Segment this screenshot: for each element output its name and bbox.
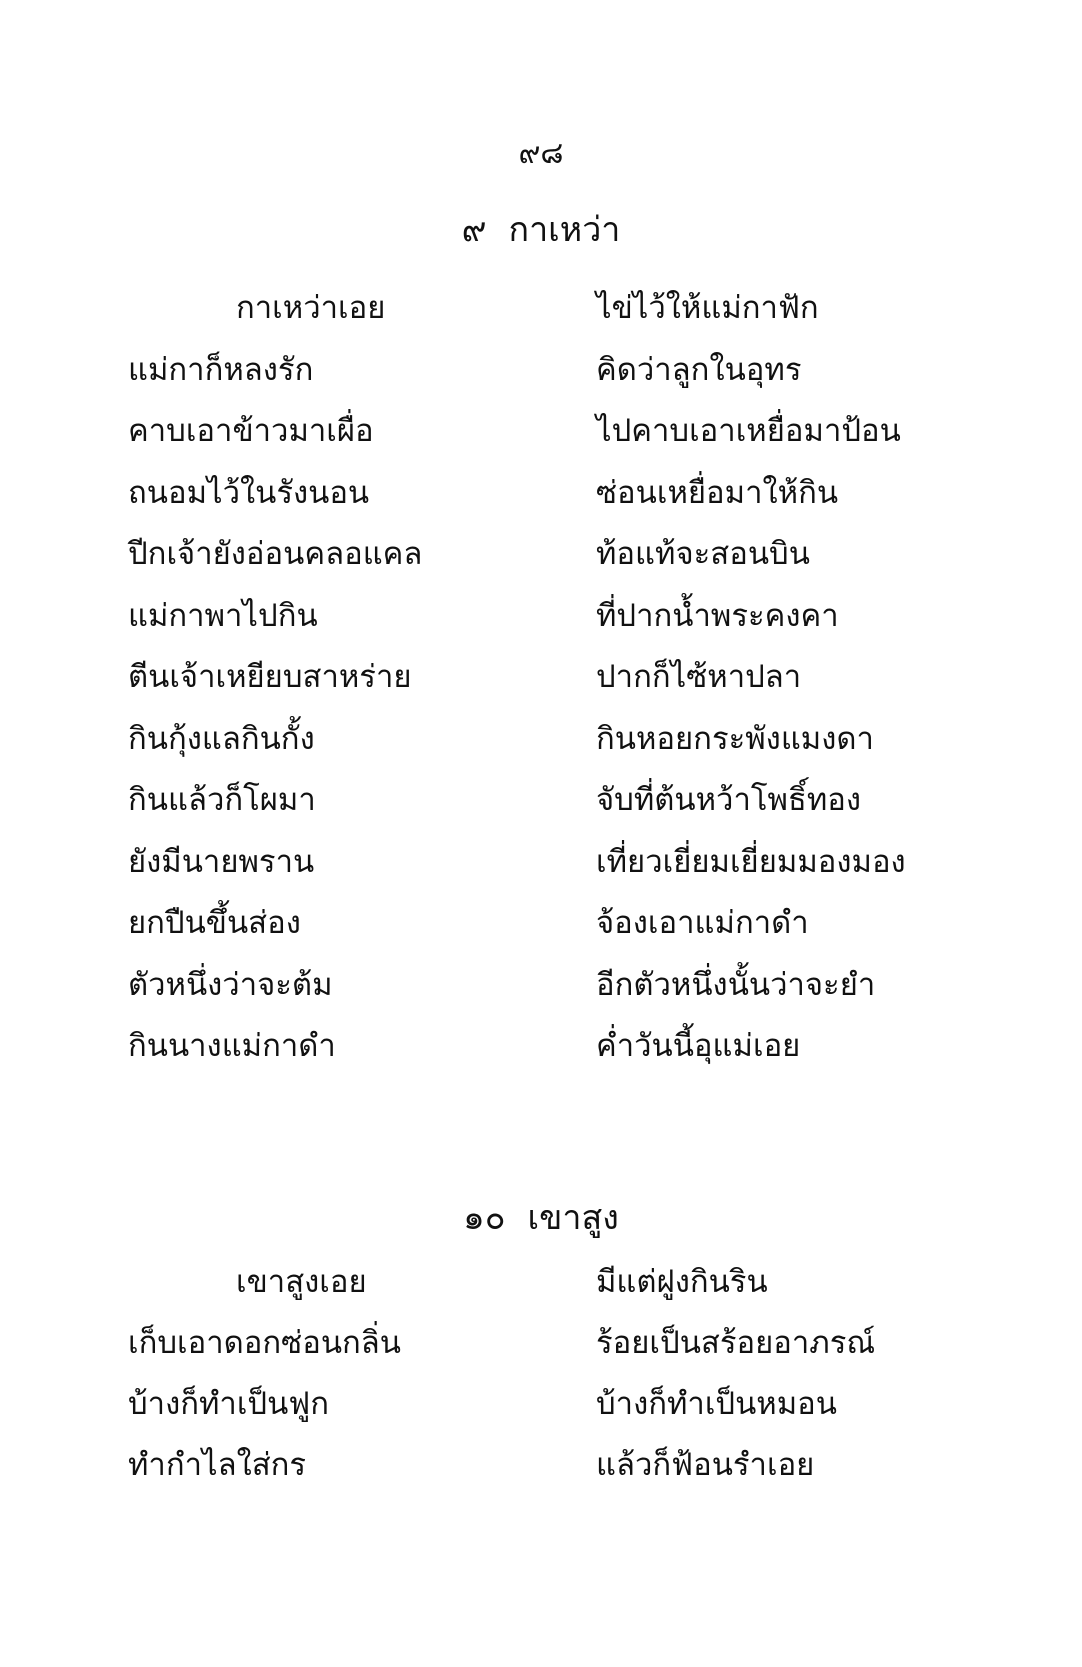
verse-left: บ้างก็ทำเป็นฟูก: [128, 1386, 330, 1422]
verse-line: [0, 473, 1082, 535]
verse-left: ปีกเจ้ายังอ่อนคลอแคล: [128, 536, 423, 572]
verse-line: [0, 350, 1082, 412]
verse-left: ตัวหนึ่งว่าจะต้ม: [128, 966, 333, 1003]
verse-right: ซ่อนเหยื่อมาให้กิน: [596, 474, 839, 511]
verse-right: เที่ยวเยี่ยมเยี่ยมมองมอง: [596, 843, 906, 880]
verse-right: จ้องเอาแม่กาดำ: [596, 905, 809, 941]
verse-left: ถนอมไว้ในรังนอน: [128, 474, 370, 511]
verse-left: คาบเอาข้าวมาเผื่อ: [128, 413, 374, 449]
page-number: ๙๘: [518, 136, 564, 171]
verse-right: ค่ำวันนี้อุแม่เอย: [596, 1028, 801, 1064]
verse-right: ไปคาบเอาเหยื่อมาป้อน: [596, 413, 901, 449]
verse-line: [0, 1445, 1082, 1506]
verse-left: กินกุ้งแลกินกั้ง: [128, 720, 315, 757]
verse-left: ยังมีนายพราน: [128, 843, 315, 880]
verse-line: [0, 719, 1082, 781]
verse-left: แม่กาก็หลงรัก: [128, 351, 314, 388]
section-title: [0, 1196, 1082, 1240]
verse-line: [0, 842, 1082, 904]
verse-left: ทำกำไลใส่กร: [128, 1447, 307, 1483]
verse-left: ตีนเจ้าเหยียบสาหร่าย: [128, 659, 412, 695]
verse-right: บ้างก็ทำเป็นหมอน: [596, 1386, 837, 1422]
verse-right: จับที่ต้นหว้าโพธิ์ทอง: [596, 782, 862, 818]
verse-line: [0, 780, 1082, 842]
section-title-text: เขาสูง: [527, 1198, 619, 1238]
verse-line: [0, 596, 1082, 658]
verse-line: [0, 1262, 1082, 1323]
section-number: ๙: [461, 210, 487, 250]
verse-left: แม่กาพาไปกิน: [128, 597, 318, 634]
verse-right: ที่ปากน้ำพระคงคา: [596, 597, 839, 634]
verse-left: กินแล้วก็โผมา: [128, 782, 316, 818]
verse-right: มีแต่ฝูงกินริน: [596, 1264, 768, 1300]
verse-line: [0, 965, 1082, 1027]
verse-left: เก็บเอาดอกซ่อนกลิ่น: [128, 1325, 401, 1361]
verse-line: [0, 1384, 1082, 1445]
verse-left: กาเหว่าเอย: [236, 290, 386, 326]
verse-left: เขาสูงเอย: [236, 1264, 367, 1300]
verse-line: [0, 903, 1082, 965]
verse-line: [0, 534, 1082, 596]
verse-right: ไข่ไว้ให้แม่กาฟัก: [596, 290, 819, 326]
verse-line: [0, 288, 1082, 350]
verse-right: กินหอยกระพังแมงดา: [596, 720, 874, 757]
verse-line: [0, 657, 1082, 719]
verse-right: แล้วก็ฟ้อนรำเอย: [596, 1447, 815, 1483]
verse-right: ร้อยเป็นสร้อยอาภรณ์: [596, 1325, 876, 1361]
verse-block: [0, 288, 1082, 1088]
verse-right: ท้อแท้จะสอนบิน: [596, 536, 810, 572]
verse-left: ยกปืนขึ้นส่อง: [128, 905, 301, 941]
verse-line: [0, 1026, 1082, 1088]
verse-line: [0, 1323, 1082, 1384]
verse-line: [0, 411, 1082, 473]
section-number: ๑๐: [463, 1198, 506, 1238]
verse-right: ปากก็ไซ้หาปลา: [596, 659, 802, 695]
verse-right: คิดว่าลูกในอุทร: [596, 351, 802, 388]
section-title-text: กาเหว่า: [508, 210, 621, 250]
verse-left: กินนางแม่กาดำ: [128, 1028, 336, 1064]
verse-right: อีกตัวหนึ่งนั้นว่าจะยำ: [596, 966, 876, 1003]
verse-block: [0, 1262, 1082, 1506]
section-title: [0, 208, 1082, 252]
